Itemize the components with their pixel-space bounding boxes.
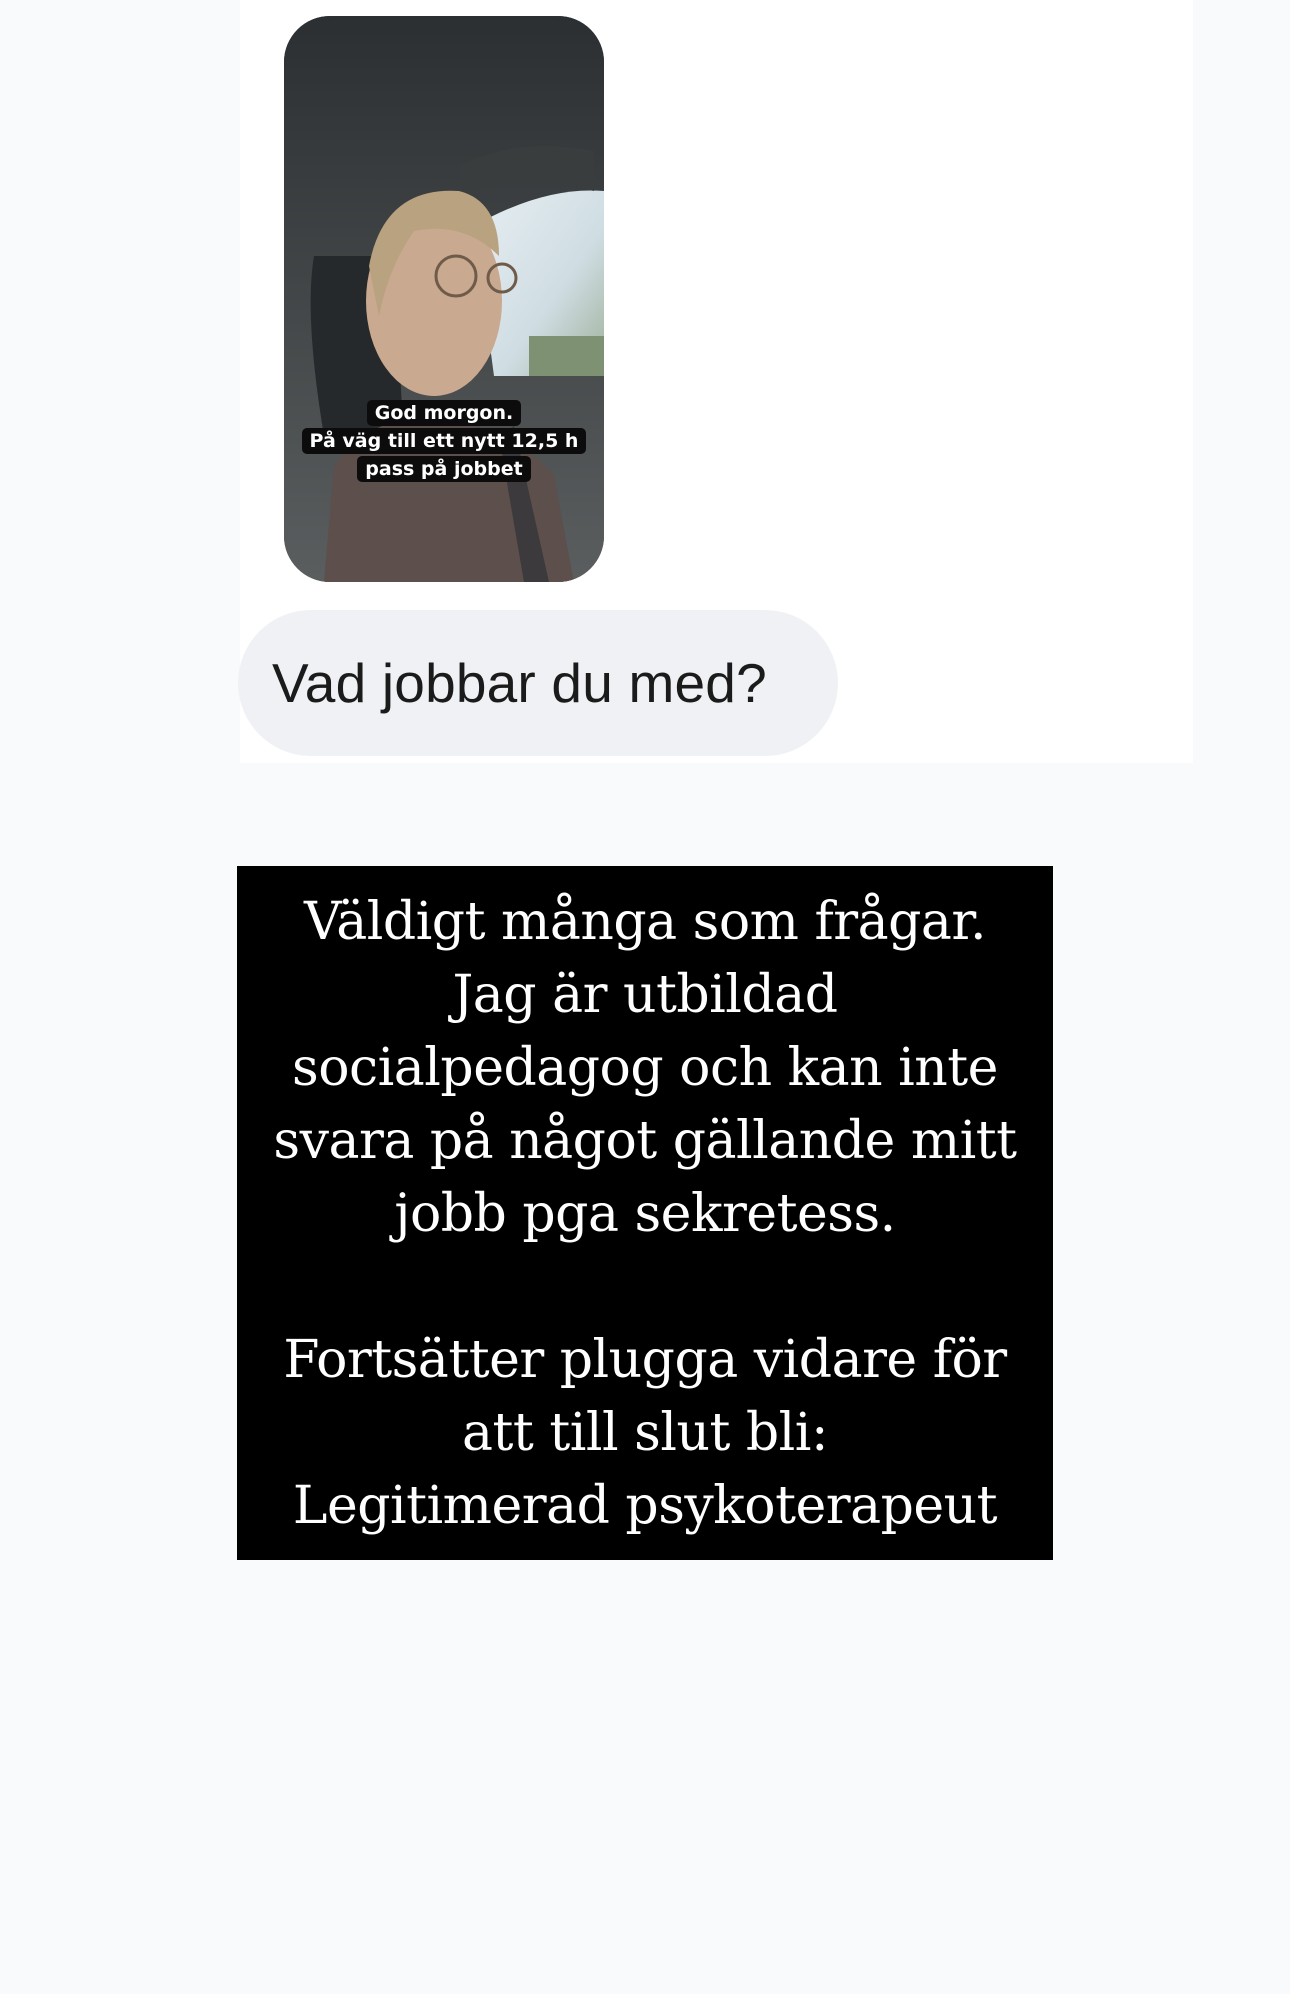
story-video-frame <box>284 16 604 582</box>
answer-line: jobb pga sekretess. <box>394 1184 896 1244</box>
answer-line: Legitimerad psykoterapeut <box>292 1476 998 1536</box>
answer-line: Fortsätter plugga vidare för <box>283 1330 1007 1390</box>
caption-line: pass på jobbet <box>357 456 530 482</box>
answer-line: att till slut bli: <box>462 1403 828 1463</box>
answer-line: Väldigt många som frågar. <box>303 892 987 952</box>
story-caption <box>284 400 604 482</box>
caption-line: På väg till ett nytt 12,5 h <box>302 428 587 454</box>
message-bubble[interactable] <box>238 610 838 756</box>
answer-line: socialpedagog och kan inte <box>292 1038 998 1098</box>
answer-line: svara på något gällande mitt <box>273 1111 1017 1171</box>
paragraph-gap <box>237 1251 1053 1324</box>
caption-line: God morgon. <box>367 400 521 426</box>
story-reply-thumbnail[interactable] <box>284 16 604 582</box>
message-text: Vad jobbar du med? <box>272 652 767 714</box>
answer-text-box <box>237 866 1053 1560</box>
answer-line: Jag är utbildad <box>452 965 838 1025</box>
